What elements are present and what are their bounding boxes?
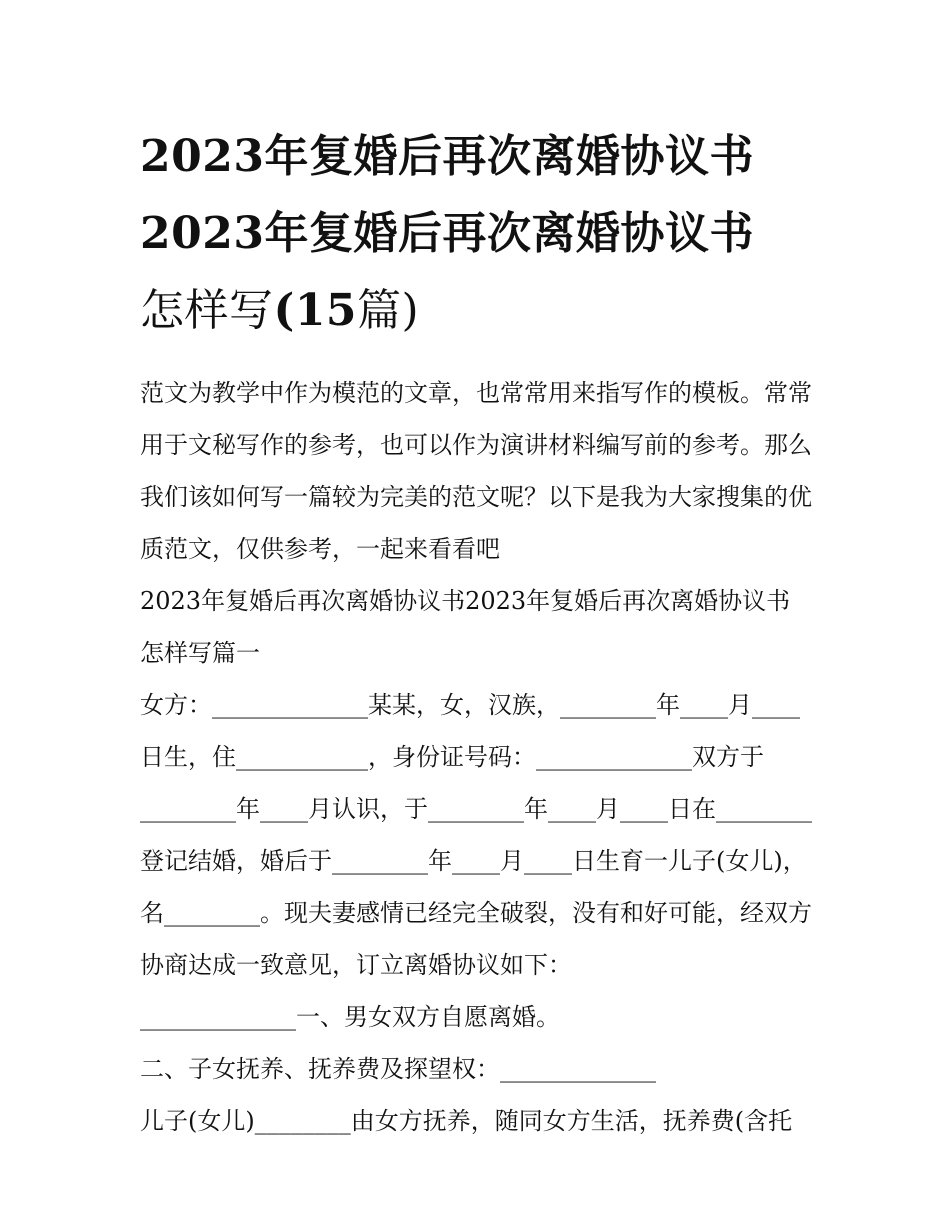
title-line-3-plain: 怎样写	[140, 285, 274, 336]
title-line-3-tail: 篇)	[357, 285, 420, 336]
title-line-1: 2023年复婚后再次离婚协议书	[140, 131, 754, 182]
document-page	[140, 118, 812, 1147]
agreement-paragraph-3: 二、子女抚养、抚养费及探望权：_____________	[140, 1055, 656, 1083]
document-title	[140, 118, 812, 349]
agreement-paragraph-4: 儿子(女儿)________由女方抚养，随同女方生活，抚养费(含托	[140, 1107, 793, 1135]
intro-paragraph: 范文为教学中作为模范的文章，也常常用来指写作的模板。常常用于文秘写作的参考，也可以作为演讲材料编写前的参考。那么我们该如何写一篇较为完美的范文呢？以下是我为大家搜集的优质范文，仅供参考，一起来看看吧	[140, 379, 812, 563]
section-heading: 2023年复婚后再次离婚协议书2023年复婚后再次离婚协议书怎样写篇一	[140, 587, 791, 667]
title-line-2: 2023年复婚后再次离婚协议书	[140, 208, 754, 259]
agreement-paragraph-1: 女方：_____________某某，女，汉族，________年____月____日生，住___________，身份证号码：_____________双方于________年____月认识，于________年____月____日在________登记结婚，婚后于________年____月____日生育一儿子(女儿)，名________。现夫妻感情已经完全破裂，没有和好可能，经双方协商达成一致意见，订立离婚协议如下：	[140, 691, 812, 979]
title-line-3-bold: (15	[273, 285, 358, 336]
agreement-paragraph-2: _____________一、男女双方自愿离婚。	[140, 1003, 560, 1031]
